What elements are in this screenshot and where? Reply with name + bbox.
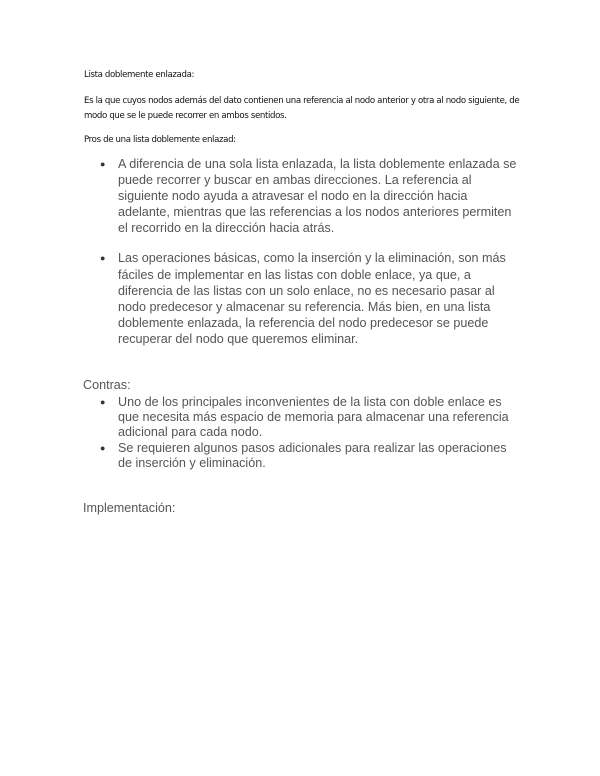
cons-list-item	[100, 441, 520, 471]
cons-list	[100, 395, 520, 471]
pros-heading: Pros de una lista doblemente enlazad:	[84, 135, 236, 145]
document-title: Lista doblemente enlazada:	[84, 70, 195, 80]
pros-list-item	[100, 250, 520, 347]
implementation-heading: Implementación:	[83, 501, 176, 515]
cons-item-text: Se requieren algunos pasos adicionales para realizar las operaciones de inserción y eliminación.	[118, 440, 507, 470]
cons-heading: Contras:	[83, 378, 131, 392]
intro-paragraph: Es la que cuyos nodos además del dato contienen una referencia al nodo anterior y otra al nodo siguiente, de modo que se le puede recorrer en ambos sentidos.	[84, 96, 520, 121]
bullet-icon: ●	[100, 253, 106, 264]
bullet-icon: ●	[100, 397, 106, 407]
bullet-icon: ●	[100, 159, 106, 169]
cons-item-text: Uno de los principales inconvenientes de la lista con doble enlace es que necesita más espacio de memoria para almacenar una referencia adicional para cada nodo.	[118, 395, 509, 440]
pros-list	[100, 156, 520, 361]
cons-list-item	[100, 395, 520, 441]
pros-list-item	[100, 156, 520, 236]
pros-item-text: Las operaciones básicas, como la inserción y la eliminación, son más fáciles de implementar en las listas con doble enlace, ya que, a diferencia de las listas con un solo enlace, no es necesario pasar al nodo predecesor y almacenar su referencia. Más bien, en una lista doblemente enlazada, la referencia del nodo predecesor se puede recuperar del nodo que queremos eliminar.	[118, 251, 506, 346]
bullet-icon: ●	[100, 442, 106, 453]
pros-item-text: A diferencia de una sola lista enlazada, la lista doblemente enlazada se puede recorrer y buscar en ambas direcciones. La referencia al siguiente nodo ayuda a atravesar el nodo en la dirección hacia adelante, mientras que las referencias a los nodos anteriores permiten el recorrido en la dirección hacia atrás.	[118, 157, 517, 236]
